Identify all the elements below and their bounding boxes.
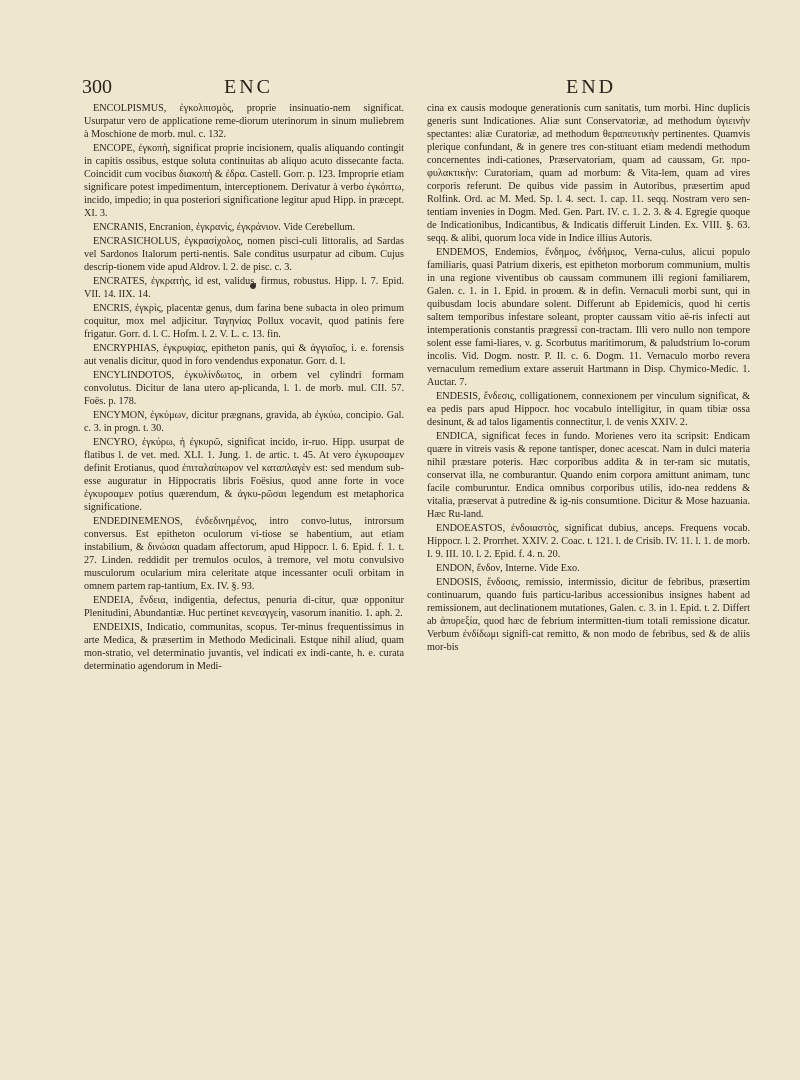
entry-endica: ENDICA, significat feces in fundo. Morienes vero ita scripsit: Endicam quære in vitreis vasis & repone tantisper, donec acescat. Nam in dulci materia nihil præstare poteris. Hæc corporibus addita & in ter-ram sic mutatis, conservat illa, ne comburantur. Quando enim corpora amittunt animam, tunc facile comburuntur. Endica omnibus corporibus utilis, ido-nea reddens & vitalia, præservat à putredine & ig-nis consumtione. Dicitur & Mose hazuania. Hæc Ru-land. xyxy=(427,431,750,520)
entry-endeixis-continued: cina ex causis modoque generationis cum sanitatis, tum morbi. Hinc duplicis generis sunt Indicationes. Aliæ sunt Conservatoriæ, ad methodum ὑγιεινὴν spectantes: aliæ Curatoriæ, ad methodum θεραπευτικὴν pertinentes. Quamvis plerique confundant, & in genere tres con-stituant etiam medendi methodum concernentes indi-cationes, Præservatoriam, quam ad caussam, Gr. προ-φυλακτικὴν: Curatoriam, quam ad morbum: & Vita-lem, quam ad vires corporis referunt. De quibus vide passim in Autoribus, præsertim apud Rolfink. Ord. ac M. Med. Sp. l. 4. sect. 1. cap. 11. seqq. Nostram vero sen-tentiam invenies in Dogm. Med. Gen. Part. IV. c. 1. 2. 3. & 4. Egregie quoque de Indicationibus, Indicantibus, & Indicatis differuit Linden. Ex. VIII. §. 63. seqq. & alibi, quorum loca vide in Indice illius Autoris. xyxy=(427,103,750,244)
entry-endemos: ENDEMOS, Endemios, ἔνδημος, ἐνδήμιος, Verna-culus, alicui populo familiaris, quasi Patrium dixeris, est epitheton morborum communium, multis in una regione viventibus ob caussam communem illi regioni familiarem, Galen. c. 1. in 1. Epid. in proœm. & in defin. Vernaculi morbi sunt, qui in quibusdam locis abundare solent. Differunt ab Epidemicis, quod hi certis saltem temporibus infestare soleant, propter caussam vitio aë-ris infecti aut intemperationis constantis prægressi con-tractam. Illi vero nullo non tempore solent esse fami-liares, v. g. Scorbutus maritimorum, & paludstrium lo-corum incolis. Vid. Dogm. nostr. P. II. c. 6. Dogm. 11. Vernaculo morbo revera vernaculum remedium extare asseruit Hartmann in Disp. Chymico-Medic. 1. Auctar. 7. xyxy=(427,247,750,388)
entry-encryphias: ENCRYPHIAS, ἐγκρυφίας, epitheton panis, qui & ἀγγιαῖος, i. e. forensis aut venalis dicitur, quod in foro vendendus exponatur. Gorr. d. l. xyxy=(84,343,404,367)
entry-endesis: ENDESIS, ἔνδεσις, colligationem, connexionem per vinculum significat, & ea pedis pars apud Hippocr. hoc vocabulo intelligitur, in quam tibiæ ossa desinunt, & ad talos ligamentis connectitur, l. de venis XXIV. 2. xyxy=(427,391,750,428)
entry-encrates: ENCRATES, ἐγκρατὴς, id est, validus, firmus, robustus. Hipp. l. 7. Epid. VII. 14. IIX. 14. xyxy=(84,276,404,300)
entry-encris: ENCRIS, ἐγκρὶς, placentæ genus, dum farina bene subacta in oleo primum coquitur, mox mel adjicitur. Ταγηνίας Pollux vocavit, quod patinis fere frigatur. Gorr. d. l. C. Hofm. l. 2. V. L. c. 13. fin. xyxy=(84,303,404,340)
left-column xyxy=(84,102,404,674)
page-number: 300 xyxy=(82,76,112,98)
entry-endeia: ENDEIA, ἔνδεια, indigentia, defectus, penuria di-citur, quæ opponitur Plenitudini, Abundantiæ. Huc pertinet κενεαγγείη, vasorum inanitio. 1. aph. 2. xyxy=(84,595,404,619)
entry-encope: ENCOPE, ἐγκοπὴ, significat proprie incisionem, qualis aliquando contingit in capitis ossibus, estque soluta continuitas ab aliquo acuto dissecante facta. Coincidit cum vocibus διακοπὴ & ἐδρα. Castell. Gorr. p. 123. Improprie etiam significare potest impedimentum, interceptionem. Derivatur à verbo ἐγκόπτω, incido, impedio; in qua posteriori significatione legitur apud Hipp. in præcept. XI. 3. xyxy=(84,143,404,219)
running-head-left: ENC xyxy=(224,76,273,98)
entry-endeixis: ENDEIXIS, Indicatio, communitas, scopus. Ter-minus frequentissimus in arte Medica, & præsertim in Methodo Medicinali. Estque nihil aliud, quam mon-stratio, vel determinatio juvantis, vel indicati ex indi-cante, h. e. curata determinatio agendorum in Medi- xyxy=(84,622,404,672)
entry-endoeastos: ENDOEASTOS, ἐνδοιαστὸς, significat dubius, anceps. Frequens vocab. Hippocr. l. 2. Prorrhet. XXIV. 2. Coac. t. 121. l. de Crisib. IV. 11. l. 1. de morb. I. 9. III. 10. l. 2. Epid. f. 4. n. 20. xyxy=(427,523,750,560)
entry-encyro: ENCYRO, ἐγκύρω, ἡ ἐγκυρῶ, significat incido, ir-ruo. Hipp. usurpat de flatibus l. de vet. med. XLI. 1. Jung. 1. de artic. t. 45. At vero ἐγκυρσαμεν definit Erotianus, quod ἐπιταλαίπωρον vel καταπλαγὲν est: sed mendum sub-esse auguratur in Hippocratis libris Foësius, quod anne forte in voce ἐγκυρσαμεν potius quærendum, & ἀγκυ-ρῶσαι legendum est metaphorica significatione. xyxy=(84,437,404,513)
right-column xyxy=(427,102,750,655)
entry-encymon: ENCYMON, ἐγκύμων, dicitur prægnans, gravida, ab ἐγκύω, concipio. Gal. c. 3. in progn. t. 30. xyxy=(84,410,404,434)
entry-encylindotos: ENCYLINDOTOS, ἐγκυλίνδωτος, in orbem vel cylindri formam convolutus. Dicitur de lana utero ap-plicanda, l. 1. de morb. mul. CII. 57. Foës. p. 178. xyxy=(84,370,404,407)
entry-encranis: ENCRANIS, Encranion, ἐγκρανὶς, ἐγκράνιον. Vide Cerebellum. xyxy=(93,222,356,233)
entry-endosis: ENDOSIS, ἔνδοσις, remissio, intermissio, dicitur de febribus, præsertim continuarum, quando fuis particu-laribus accessionibus insignes habent ad remissionem, aut declinationem mutationes, Galen. c. 3. in 1. Epid. t. 2. Differt ab ἀπυρεξία, quod hæc de febrium intermitten-tium totali remissione dicatur. Verbum ἐνδίδωμι signifi-cat remitto, & non modo de febribus, sed & de aliis mor-bis xyxy=(427,577,750,653)
entry-endon: ENDON, ἔνδον, Interne. Vide Exo. xyxy=(436,563,580,574)
running-head-right: END xyxy=(566,76,617,98)
entry-encrasicholus: ENCRASICHOLUS, ἐγκρασίχολος, nomen pisci-culi littoralis, ad Sardas vel Sardonos Italorum perti-nentis. Sale conditus usurpatur ad cibum. Cujus descrip-tionem vide apud Aldrov. l. 2. de pisc. c. 3. xyxy=(84,236,404,273)
entry-encolpismus: ENCOLPISMUS, ἐγκολπισμὸς, proprie insinuatio-nem significat. Usurpatur vero de applicatione reme-diorum uterinorum in sinum muliebrem à Moschione de morb. mul. c. 132. xyxy=(84,103,404,140)
entry-endedinemenos: ENDEDINEMENOS, ἐνδεδινημένος, intro convo-lutus, introrsum conversus. Est epitheton oculorum vi-tiose se habentium, aut etiam instabilium, & δινώσαι quadam affectorum, apud Hippocr. l. 6. Epid. f. 1. t. 27. Linden. reddidit per tremulos oculos, à tremore, vel motu convulsivo musculorum ocularium mira celeritate atque incessanter oculi orbitam in omnem partem rap-tantium, Ex. IV. §. 93. xyxy=(84,516,404,592)
